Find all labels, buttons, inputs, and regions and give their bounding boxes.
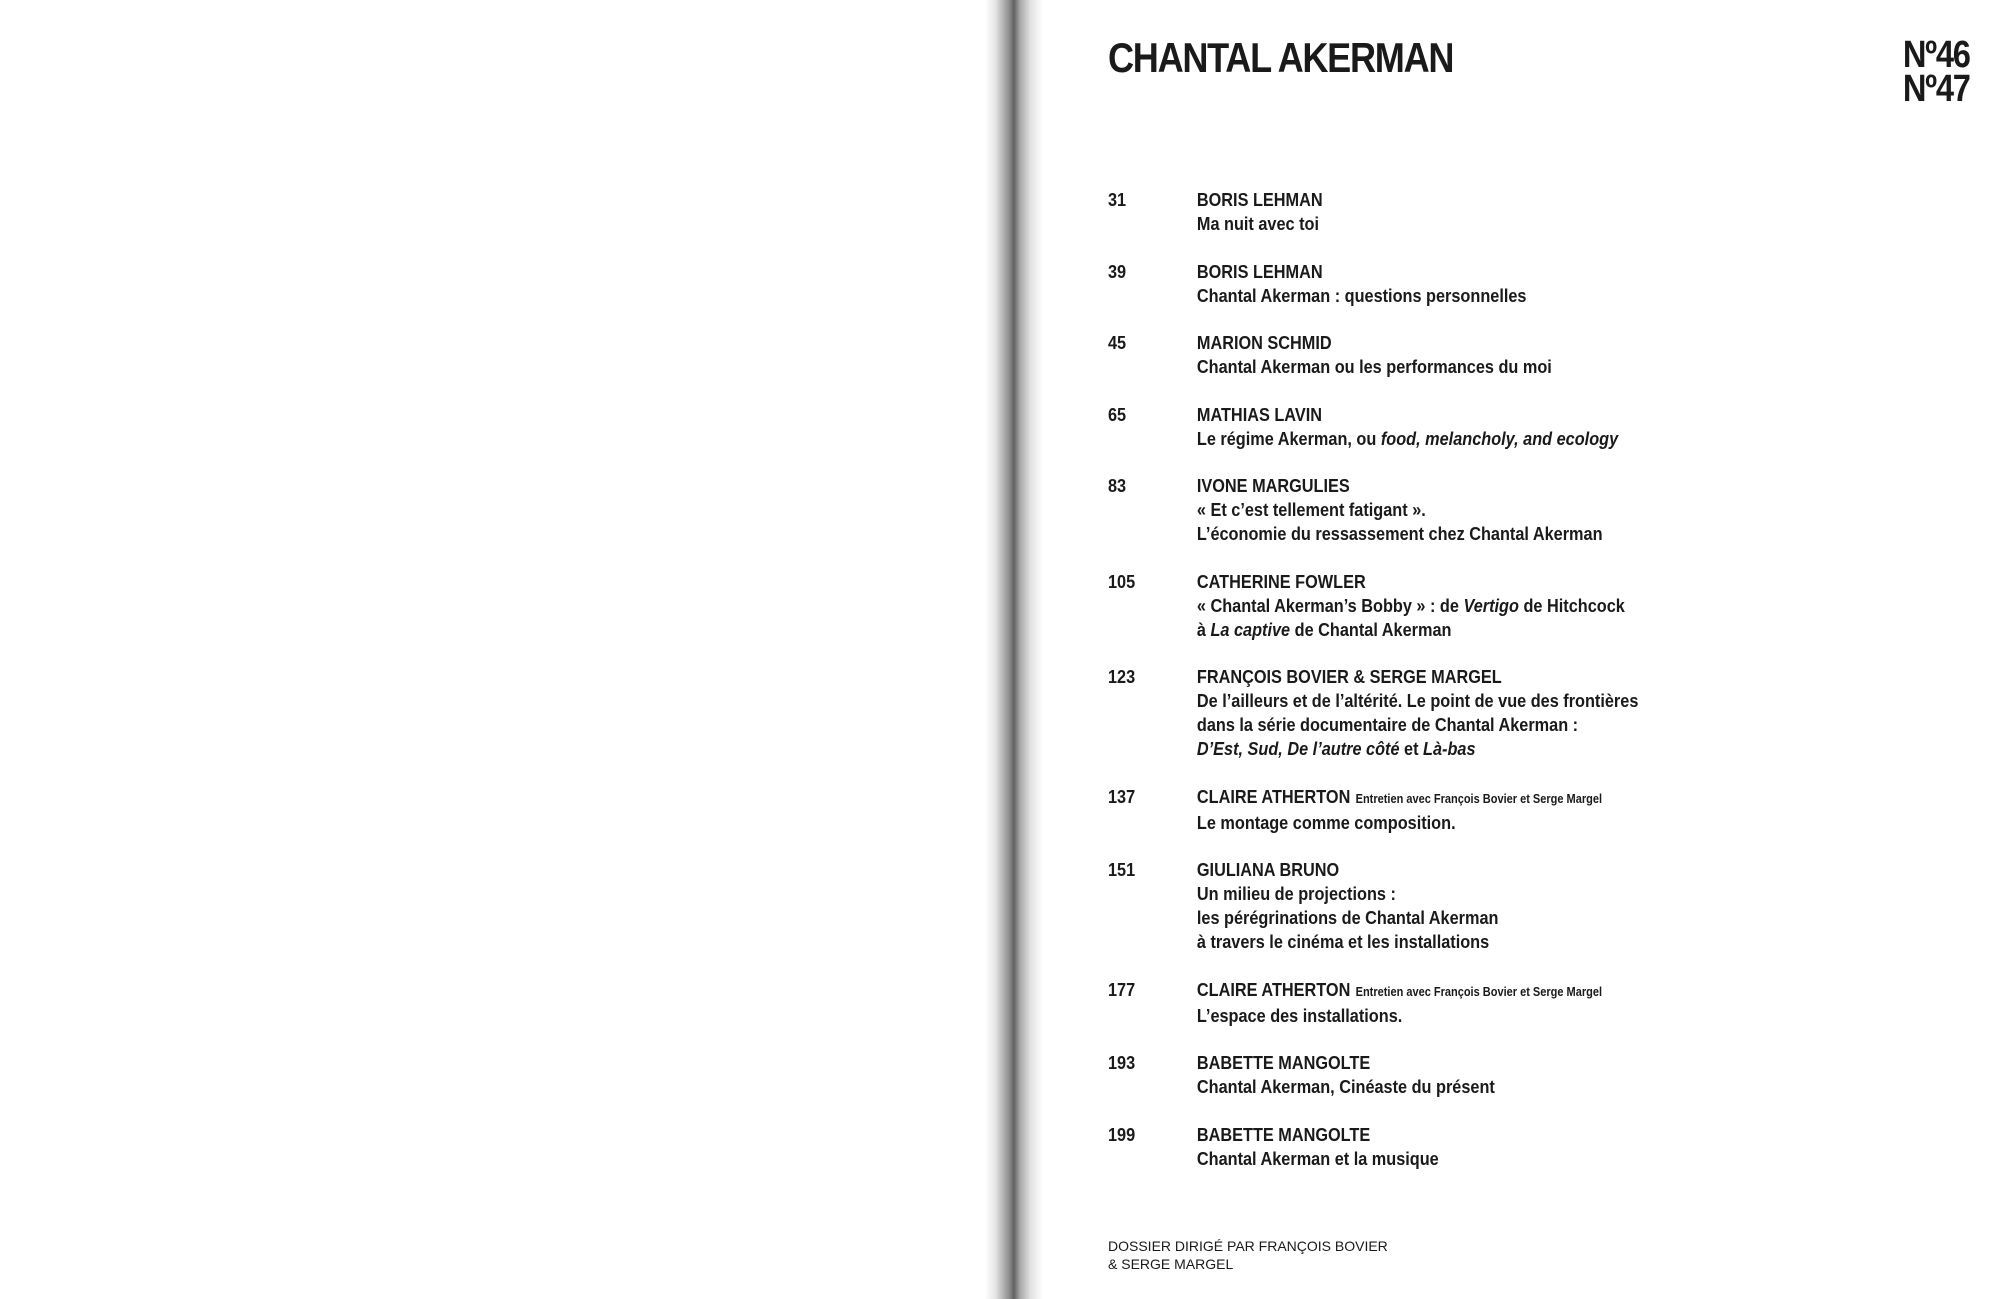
issue-number-46: Nº46 xyxy=(1903,34,1970,76)
toc-entry-body xyxy=(1197,785,1654,835)
toc-author-note: Entretien avec François Bovier et Serge Margel xyxy=(1355,984,1602,999)
toc-title-line xyxy=(1197,737,1654,761)
toc-italic-title: D’Est, Sud, De l’autre côté xyxy=(1196,738,1400,759)
toc-entry-body xyxy=(1197,474,1654,546)
toc-title-text: et xyxy=(1399,738,1424,759)
toc-title-text: Le régime Akerman, ou xyxy=(1196,427,1381,449)
toc-title-line: Ma nuit avec toi xyxy=(1196,213,1320,234)
table-of-contents xyxy=(1108,188,1654,1194)
toc-entry xyxy=(1108,188,1654,236)
toc-page-number: 123 xyxy=(1108,666,1136,687)
toc-title-line: Chantal Akerman : questions personnelles xyxy=(1196,284,1527,306)
toc-author: CATHERINE FOWLER xyxy=(1196,570,1366,592)
toc-page-number: 105 xyxy=(1108,570,1136,592)
toc-author-line xyxy=(1197,260,1654,284)
toc-author-line xyxy=(1197,858,1654,882)
toc-title-line: L’économie du ressassement chez Chantal Akerman xyxy=(1196,523,1603,544)
toc-title-text: à xyxy=(1196,618,1211,640)
toc-title-line: Chantal Akerman ou les performances du moi xyxy=(1196,356,1552,377)
toc-author: MATHIAS LAVIN xyxy=(1196,403,1322,425)
toc-page-number: 177 xyxy=(1108,978,1136,1000)
toc-author: CLAIRE ATHERTON xyxy=(1196,785,1351,807)
toc-author: MARION SCHMID xyxy=(1196,332,1332,353)
toc-entry xyxy=(1108,474,1654,546)
toc-title-text: de Hitchcock xyxy=(1518,594,1625,616)
toc-entry-body xyxy=(1197,665,1654,761)
toc-title-line: « Et c’est tellement fatigant ». xyxy=(1196,499,1426,520)
toc-entry-body xyxy=(1197,570,1654,642)
toc-entry-body xyxy=(1197,1051,1654,1099)
toc-page-number: 151 xyxy=(1108,859,1136,880)
toc-title-line: L’espace des installations. xyxy=(1196,1004,1403,1026)
toc-entry-body xyxy=(1197,858,1654,954)
toc-entry xyxy=(1108,858,1654,954)
toc-title-line: Chantal Akerman et la musique xyxy=(1196,1147,1439,1169)
toc-entry xyxy=(1108,1051,1654,1099)
toc-page-number: 39 xyxy=(1108,260,1127,282)
toc-author-line xyxy=(1197,1051,1654,1075)
toc-author-line xyxy=(1197,665,1654,689)
toc-italic-title: Là-bas xyxy=(1423,738,1476,759)
toc-page-number: 83 xyxy=(1108,475,1127,496)
toc-entry-body xyxy=(1197,260,1654,308)
toc-author: BABETTE MANGOLTE xyxy=(1196,1052,1371,1073)
right-page xyxy=(1004,0,2008,1299)
issue-number xyxy=(1903,34,1970,110)
toc-entry xyxy=(1108,403,1654,451)
toc-author-line xyxy=(1197,331,1654,355)
toc-title-text: de Chantal Akerman xyxy=(1290,618,1452,640)
toc-title-line: Chantal Akerman, Cinéaste du présent xyxy=(1196,1076,1495,1097)
toc-title-line: dans la série documentaire de Chantal Akerman : xyxy=(1196,714,1579,735)
toc-author-line xyxy=(1197,785,1654,811)
toc-author-line xyxy=(1197,570,1654,594)
toc-entry xyxy=(1108,1123,1654,1171)
toc-entry xyxy=(1108,785,1654,835)
toc-italic-title: La captive xyxy=(1210,618,1291,640)
toc-author: FRANÇOIS BOVIER & SERGE MARGEL xyxy=(1196,666,1502,687)
toc-entry xyxy=(1108,665,1654,761)
toc-title-text: « Chantal Akerman’s Bobby » : de xyxy=(1196,594,1464,616)
toc-author-line xyxy=(1197,1123,1654,1147)
toc-entry xyxy=(1108,331,1654,379)
toc-author-line xyxy=(1197,188,1654,212)
toc-entry-body xyxy=(1197,1123,1654,1171)
toc-title-line: à travers le cinéma et les installations xyxy=(1196,931,1490,952)
toc-title-line: les pérégrinations de Chantal Akerman xyxy=(1196,907,1499,928)
toc-page-number: 45 xyxy=(1108,332,1127,353)
toc-title-line xyxy=(1197,618,1654,642)
toc-entry-body xyxy=(1197,978,1654,1028)
page-title: CHANTAL AKERMAN xyxy=(1108,34,1454,81)
toc-author: CLAIRE ATHERTON xyxy=(1196,978,1351,1000)
toc-title-line xyxy=(1197,427,1654,451)
toc-page-number: 137 xyxy=(1108,785,1136,807)
toc-entry-body xyxy=(1197,403,1654,451)
issue-number-47: Nº47 xyxy=(1903,68,1970,110)
toc-page-number: 65 xyxy=(1108,403,1127,425)
toc-author: IVONE MARGULIES xyxy=(1196,475,1350,496)
toc-page-number: 199 xyxy=(1108,1123,1136,1145)
toc-entry xyxy=(1108,260,1654,308)
toc-title-line xyxy=(1197,594,1654,618)
toc-entry-body xyxy=(1197,331,1654,379)
toc-entry xyxy=(1108,570,1654,642)
toc-author: BORIS LEHMAN xyxy=(1196,189,1323,210)
toc-author-note: Entretien avec François Bovier et Serge Margel xyxy=(1355,791,1602,806)
toc-author-line xyxy=(1197,403,1654,427)
dossier-credit-line-1: DOSSIER DIRIGÉ PAR FRANÇOIS BOVIER xyxy=(1108,1238,1388,1254)
toc-author: BABETTE MANGOLTE xyxy=(1196,1123,1371,1145)
toc-author: GIULIANA BRUNO xyxy=(1196,859,1340,880)
toc-author-line xyxy=(1197,474,1654,498)
dossier-credit-line-2: & SERGE MARGEL xyxy=(1108,1256,1234,1272)
toc-italic-title: food, melancholy, and ecology xyxy=(1380,427,1619,449)
toc-author-line xyxy=(1197,978,1654,1004)
toc-title-line: De l’ailleurs et de l’altérité. Le point de vue des frontières xyxy=(1196,690,1639,711)
toc-page-number: 31 xyxy=(1108,189,1127,210)
toc-italic-title: Vertigo xyxy=(1463,594,1519,616)
toc-entry-body xyxy=(1197,188,1654,236)
toc-entry xyxy=(1108,978,1654,1028)
dossier-credit xyxy=(1108,1237,1388,1273)
toc-page-number: 193 xyxy=(1108,1052,1136,1073)
toc-title-line: Un milieu de projections : xyxy=(1196,883,1396,904)
toc-title-line: Le montage comme composition. xyxy=(1196,811,1456,833)
toc-author: BORIS LEHMAN xyxy=(1196,260,1323,282)
